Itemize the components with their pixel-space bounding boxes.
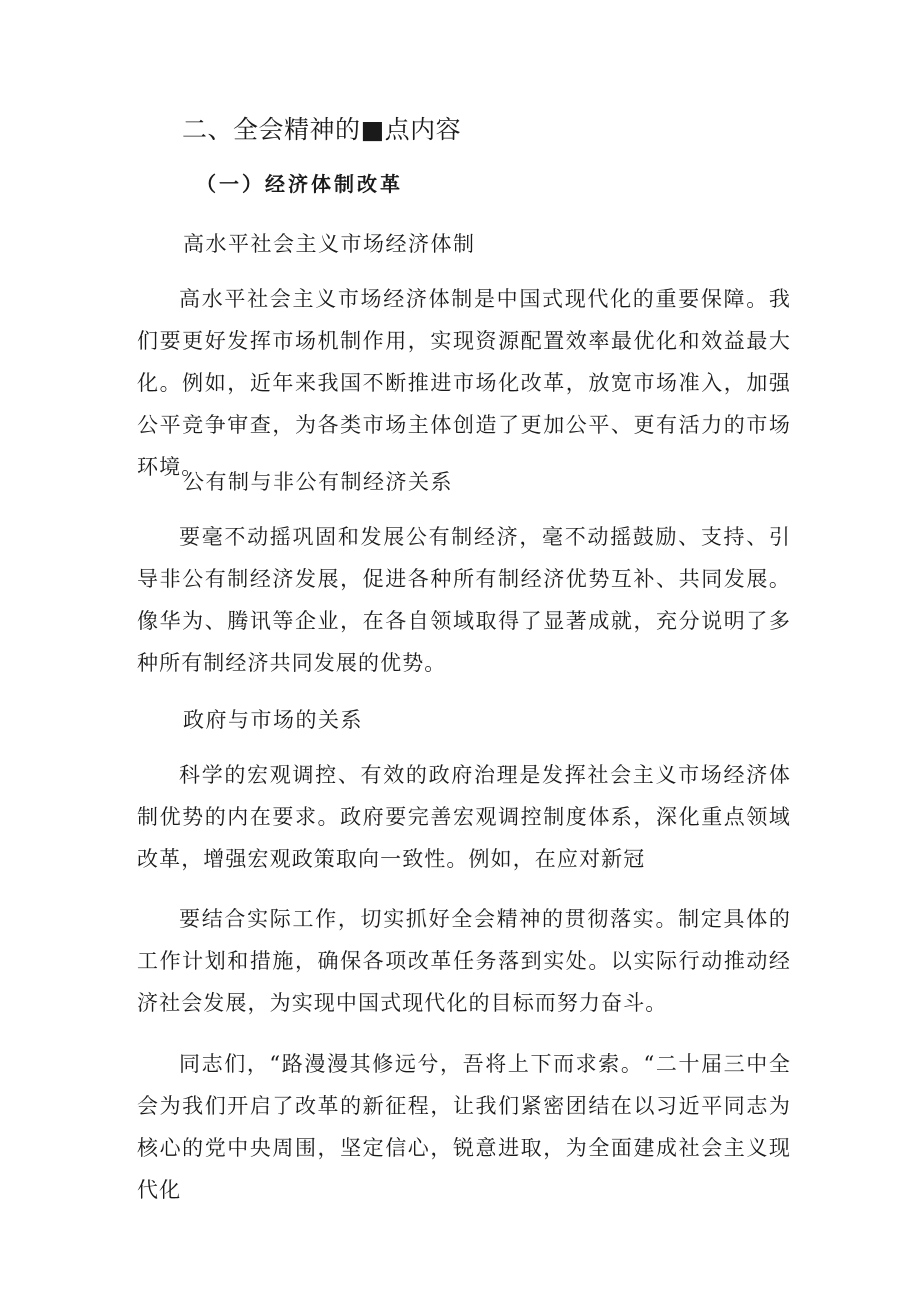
- topic-label-market-economy: 高水平社会主义市场经济体制: [183, 232, 476, 256]
- paragraph-market-economy: 高水平社会主义市场经济体制是中国式现代化的重要保障。我们要更好发挥市场机制作用，实现资源配置效率最优化和效益最大化。例如，近年来我国不断推进市场化改革，放宽市场准入，加强公平竞争审查，为各类市场主体创造了更加公平、更有活力的市场环境。: [137, 287, 791, 479]
- paragraph-government-market: 科学的宏观调控、有效的政府治理是发挥社会主义市场经济体制优势的内在要求。政府要完善宏观调控制度体系，深化重点领域改革，增强宏观政策取向一致性。例如，在应对新冠: [137, 763, 791, 871]
- paragraph-closing: 同志们，“路漫漫其修远兮，吾将上下而求索。“二十届三中全会为我们开启了改革的新征程，让我们紧密团结在以习近平同志为核心的党中央周围，坚定信心，锐意进取，为全面建成社会主义现代化: [137, 1052, 791, 1202]
- paragraph-implementation: 要结合实际工作，切实抓好全会精神的贯彻落实。制定具体的工作计划和措施，确保各项改革任务落到实处。以实际行动推动经济社会发展，为实现中国式现代化的目标而努力奋斗。: [137, 907, 791, 1015]
- subsection-heading: （一）经济体制改革: [196, 172, 403, 196]
- paragraph-ownership: 要毫不动摇巩固和发展公有制经济，毫不动摇鼓励、支持、引导非公有制经济发展，促进各种所有制经济优势互补、共同发展。像华为、腾讯等企业，在各自领域取得了显著成就，充分说明了多种所有制经济共同发展的优势。: [137, 525, 791, 675]
- section-heading: 二、全会精神的■点内容: [182, 115, 462, 144]
- topic-label-government-market: 政府与市场的关系: [183, 708, 363, 732]
- topic-label-ownership: 公有制与非公有制经济关系: [183, 470, 453, 494]
